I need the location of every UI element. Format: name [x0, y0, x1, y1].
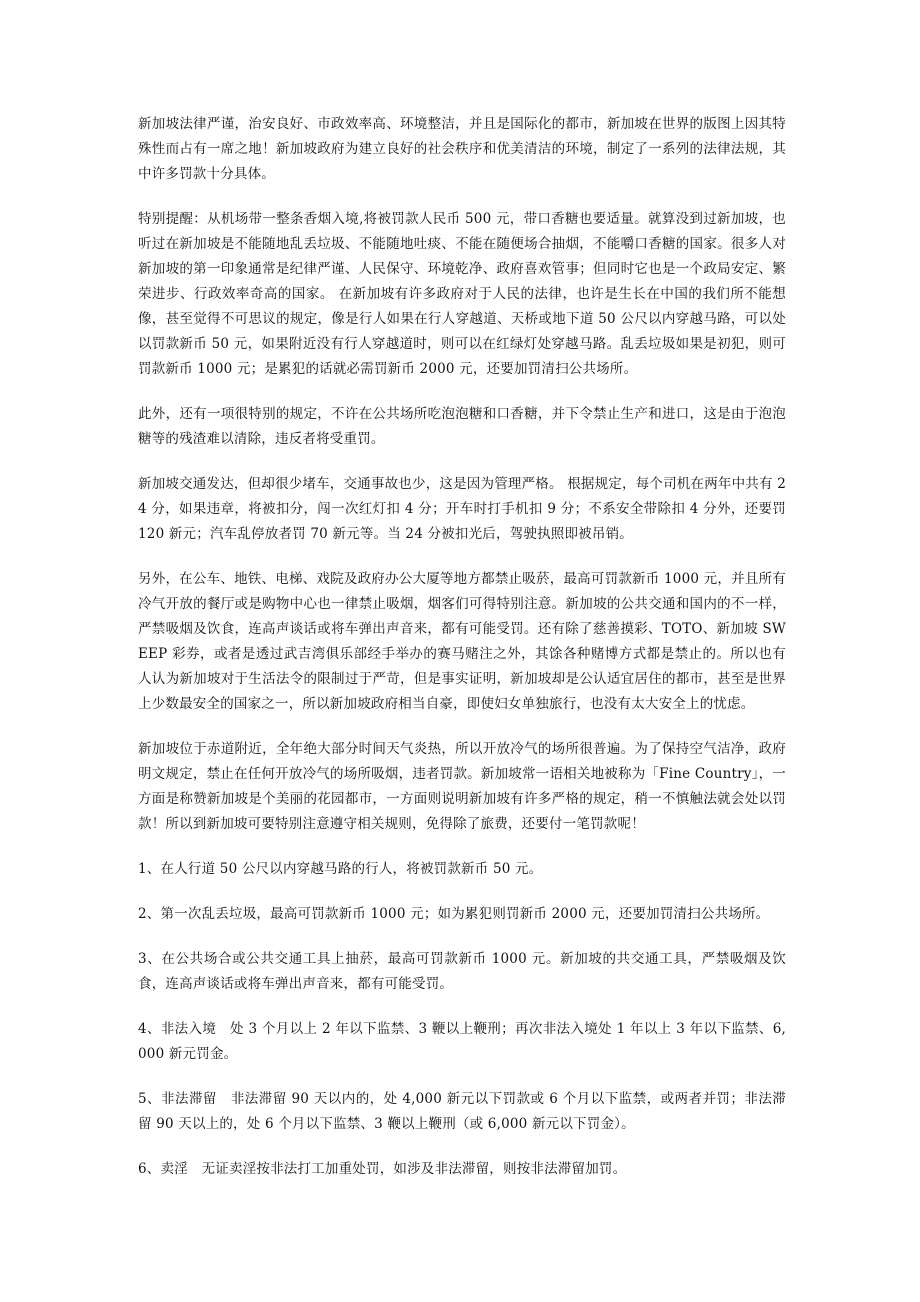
list-item-overstay: 5、非法滞留 非法滞留 90 天以内的，处 4,000 新元以下罚款或 6 个月以下监禁，或两者并罚；非法滞留 90 天以上的，处 6 个月以下监禁、3 鞭以上鞭刑（或 6,000 新元以下罚金）。 [138, 1091, 786, 1132]
traffic-paragraph: 新加坡交通发达，但却很少堵车，交通事故也少，这是因为管理严格。 根据规定，每个司机在两年中共有 24 分，如果违章，将被扣分，闯一次红灯扣 4 分；开车时打手机扣 9 分；不系安全带除扣 4 分外，还要罚 120 新元；汽车乱停放者罚 70 新元等。当 24 分被扣光后，驾驶执照即被吊销。 [138, 476, 786, 542]
list-item-illegal-entry: 4、非法入境 处 3 个月以上 2 年以下监禁、3 鞭以上鞭刑；再次非法入境处 1 年以上 3 年以下监禁、6,000 新元罚金。 [138, 1021, 786, 1062]
chewing-gum-paragraph: 此外，还有一项很特别的规定，不许在公共场所吃泡泡糖和口香糖，并下令禁止生产和进口，这是由于泡泡糖等的残渣难以清除，违反者将受重罚。 [138, 406, 786, 447]
fine-country-paragraph: 新加坡位于赤道附近，全年绝大部分时间天气炎热，所以开放冷气的场所很普遍。为了保持空气洁净，政府明文规定，禁止在任何开放冷气的场所吸烟，违者罚款。新加坡常一语相关地被称为「Fine Country」，一方面是称赞新加坡是个美丽的花园都市，一方面则说明新加坡有许多严格的规定，稍一不慎触法就会处以罚款！所以到新加坡可要特别注意遵守相关规则，免得除了旅费，还要付一笔罚款呢！ [138, 741, 786, 832]
list-item-smoking: 3、在公共场合或公共交通工具上抽菸，最高可罚款新币 1000 元。新加坡的共交通工具，严禁吸烟及饮食，连高声谈话或将车弹出声音来，都有可能受罚。 [138, 951, 786, 992]
list-item-littering: 2、第一次乱丢垃圾，最高可罚款新币 1000 元；如为累犯则罚新币 2000 元，还要加罚清扫公共场所。 [138, 906, 770, 922]
intro-paragraph: 新加坡法律严谨，治安良好、市政效率高、环境整洁，并且是国际化的都市，新加坡在世界的版图上因其特殊性而占有一席之地！新加坡政府为建立良好的社会秩序和优美清洁的环境，制定了一系列的法律法规，其中许多罚款十分具体。 [138, 116, 786, 182]
list-item-jaywalking: 1、在人行道 50 公尺以内穿越马路的行人，将被罚款新币 50 元。 [138, 861, 543, 877]
special-reminder-paragraph: 特别提醒：从机场带一整条香烟入境,将被罚款人民币 500 元，带口香糖也要适量。就算没到过新加坡，也听过在新加坡是不能随地乱丢垃圾、不能随地吐痰、不能在随便场合抽烟，不能嚼口香糖的国家。很多人对新加坡的第一印象通常是纪律严谨、人民保守、环境乾净、政府喜欢管事；但同时它也是一个政局安定、繁荣进步、行政效率奇高的国家。 在新加坡有许多政府对于人民的法律，也许是生长在中国的我们所不能想像，甚至觉得不可思议的规定，像是行人如果在行人穿越道、天桥或地下道 50 公尺以内穿越马路，可以处以罚款新币 50 元，如果附近没有行人穿越道时，则可以在红绿灯处穿越马路。乱丢垃圾如果是初犯，则可罚款新币 1000 元；是累犯的话就必需罚新币 2000 元，还要加罚清扫公共场所。 [138, 211, 786, 377]
list-item-prostitution: 6、卖淫 无证卖淫按非法打工加重处罚，如涉及非法滞留，则按非法滞留加罚。 [138, 1161, 627, 1177]
smoking-paragraph: 另外，在公车、地铁、电梯、戏院及政府办公大厦等地方都禁止吸菸，最高可罚款新币 1000 元，并且所有冷气开放的餐厅或是购物中心也一律禁止吸烟，烟客们可得特别注意。新加坡的公共交通和国内的不一样，严禁吸烟及饮食，连高声谈话或将车弹出声音来，都有可能受罚。还有除了慈善摸彩、TOTO、新加坡 SWEEP 彩券，或者是透过武吉湾俱乐部经手举办的赛马赌注之外，其馀各种赌博方式都是禁止的。所以也有人认为新加坡对于生活法令的限制过于严苛，但是事实证明，新加坡却是公认适宜居住的都市，甚至是世界上少数最安全的国家之一，所以新加坡政府相当自豪，即使妇女单独旅行，也没有太大安全上的忧虑。 [138, 571, 786, 712]
document-body [138, 112, 786, 1202]
